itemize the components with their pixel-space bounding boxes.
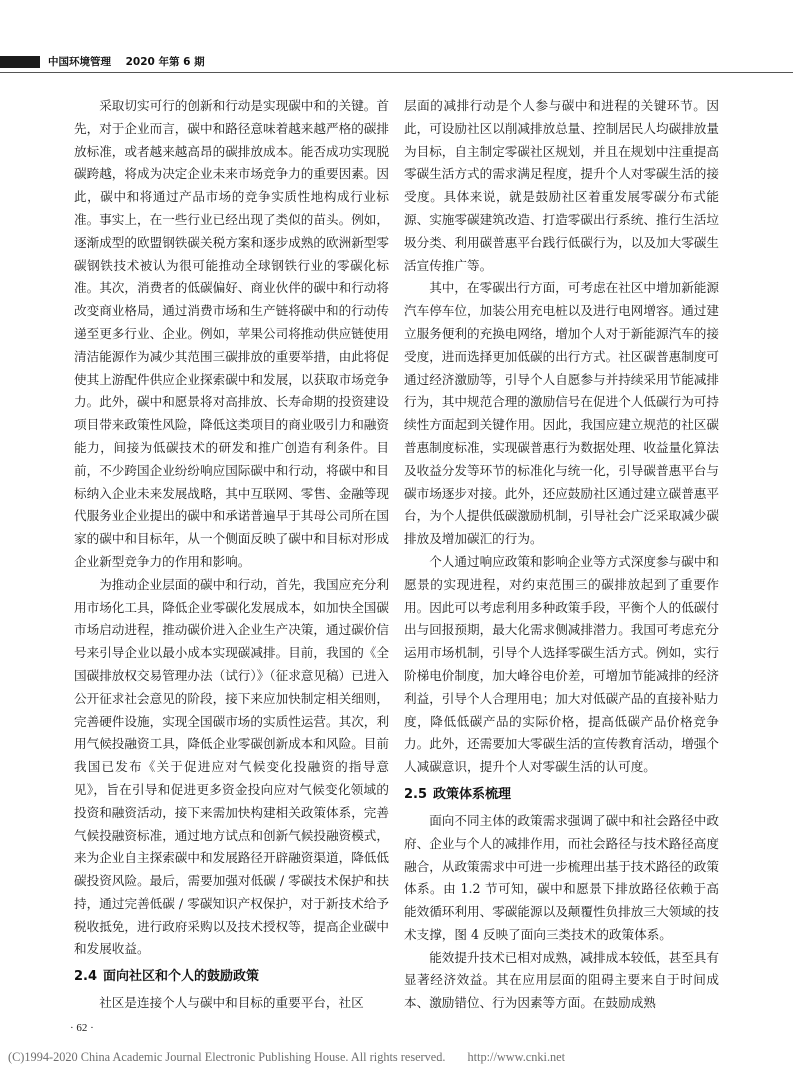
section-title: 政策体系梳理 <box>433 786 512 802</box>
left-column <box>74 95 389 1015</box>
paragraph: 能效提升技术已相对成熟，减排成本较低，甚至具有显著经济效益。其在应用层面的阻碍主要来自于时间成本、激励错位、行为因素等方面。在鼓励成熟 <box>404 949 719 1011</box>
section-number: 2.4 <box>74 969 98 985</box>
paragraph: 个人通过响应政策和影响企业等方式深度参与碳中和愿景的实现进程，对约束范围三的碳排放起到了重要作用。因此可以考虑利用多种政策手段，平衡个人的低碳付出与回报预期，最大化需求侧减排潜力。我国可考虑充分运用市场机制，引导个人选择零碳生活方式。例如，实行阶梯电价制度，加大峰谷电价差，可增加节能减排的经济利益，引导个人合理用电；加大对低碳产品的直接补贴力度，降低低碳产品的实际价格，提高低碳产品价格竞争力。此外，还需要加大零碳生活的宣传教育活动，增强个人减碳意识，提升个人对零碳生活的认可度。 <box>404 553 719 775</box>
issue-label: 2020 年第 6 期 <box>125 56 205 68</box>
journal-name: 中国环境管理 <box>48 56 111 68</box>
copyright-text: (C)1994-2020 China Academic Journal Electronic Publishing House. All rights reserved. <box>8 1050 446 1064</box>
section-title: 面向社区和个人的鼓励政策 <box>103 969 260 985</box>
copyright-line <box>8 1050 788 1065</box>
paragraph: 面向不同主体的政策需求强调了碳中和社会路径中政府、企业与个人的减排作用，而社会路径与技术路径高度融合，从政策需求中可进一步梳理出基于技术路径的政策体系。由 1.2 节可知，碳中和愿景下排放路径依赖于高能效循环利用、零碳能源以及颠覆性负排放三大领域的技术支撑，图 4 反映了面向三类技术的政策体系。 <box>404 812 719 942</box>
running-header <box>48 54 205 69</box>
paragraph: 社区是连接个人与碳中和目标的重要平台，社区 <box>99 995 364 1011</box>
section-heading-2-5 <box>404 784 719 806</box>
paragraph: 其中，在零碳出行方面，可考虑在社区中增加新能源汽车停车位，加装公用充电桩以及进行电网增容。通过建立服务便利的充换电网络，增加个人对于新能源汽车的接受度，进而选择更加低碳的出行方式。社区碳普惠制度可通过经济激励等，引导个人自愿参与并持续采用节能减排行为，其中规范合理的激励信号在促进个人低碳行为可持续性方面起到关键作用。因此，我国应建立规范的社区碳普惠制度标准，实现碳普惠行为数据处理、收益量化算法及收益分发等环节的标准化与统一化，引导碳普惠平台与碳市场逐步对接。此外，还应鼓励社区通过建立碳普惠平台，为个人提供低碳激励机制，引导社会广泛采取减少碳排放及增加碳汇的行为。 <box>404 280 719 547</box>
paragraph: 采取切实可行的创新和行动是实现碳中和的关键。首先，对于企业而言，碳中和路径意味着越来越严格的碳排放标准，或者越来越高昂的碳排放成本。能否成功实现脱碳跨越，将成为决定企业未来市场竞争力的重要因素。因此，碳中和将通过产品市场的竞争实质性地构成行业标准。事实上，在一些行业已经出现了类似的苗头。例如，逐渐成型的欧盟钢铁碳关税方案和逐步成熟的欧洲新型零碳钢铁技术被认为很可能推动全球钢铁行业的零碳化标准。其次，消费者的低碳偏好、商业伙伴的碳中和行动将改变商业格局，通过消费市场和生产链将碳中和的行动传递至更多行业、企业。例如，苹果公司将推动供应链使用清洁能源作为减少其范围三碳排放的重要举措，由此将促使其上游配件供应企业探索碳中和发展，以获取市场竞争力。此外，碳中和愿景将对高排放、长寿命期的投资建设项目带来政策性风险，降低这类项目的商业吸引力和融资能力，间接为低碳技术的研发和推广创造有利条件。目前，不少跨国企业纷纷响应国际碳中和行动，将碳中和目标纳入企业未来发展战略，其中互联网、零售、金融等现代服务业企业提出的碳中和承诺普遍早于其母公司所在国家的碳中和目标年，从一个侧面反映了碳中和目标对形成企业新型竞争力的作用和影响。 <box>74 98 389 569</box>
continued-paragraph: 层面的减排行动是个人参与碳中和进程的关键环节。因此，可设励社区以削减排放总量、控制居民人均碳排放量为目标，自主制定零碳社区规划，并且在规划中注重提高零碳生活方式的需求满足程度，提升个人对零碳生活的接受度。具体来说，就是鼓励社区着重发展零碳分布式能源、实施零碳建筑改造、打造零碳出行系统、推行生活垃圾分类、利用碳普惠平台践行低碳行为，以及加大零碳生活宣传推广等。 <box>404 98 719 273</box>
page-number: · 62 · <box>70 1022 94 1034</box>
copyright-url[interactable]: http://www.cnki.net <box>467 1050 566 1064</box>
header-rule <box>0 72 793 73</box>
header-accent-bar <box>0 56 40 68</box>
paragraph: 为推动企业层面的碳中和行动，首先，我国应充分利用市场化工具，降低企业零碳化发展成本，如加快全国碳市场启动进程，推动碳价进入企业生产决策，通过碳价信号来引导企业以最小成本实现碳减排。目前，我国的《全国碳排放权交易管理办法（试行）》（征求意见稿）已进入公开征求社会意见的阶段，接下来应加快制定相关细则，完善硬件设施，实现全国碳市场的实质性运营。其次，利用气候投融资工具，降低企业零碳创新成本和风险。目前我国已发布《关于促进应对气候变化投融资的指导意见》，旨在引导和促进更多资金投向应对气候变化领域的投资和融资活动，接下来需加快构建相关政策体系，完善气候投融资标准，通过地方试点和创新气候投融资模式，来为企业自主探索碳中和发展路径开辟融资渠道，降低低碳投资风险。最后，需要加强对低碳 / 零碳技术保护和扶持，通过完善低碳 / 零碳知识产权保护，对于新技术给予税收抵免，进行政府采购以及技术授权等，提高企业碳中和发展收益。 <box>74 576 389 957</box>
right-column <box>404 95 719 1015</box>
section-number: 2.5 <box>404 786 428 802</box>
section-heading-2-4 <box>74 966 389 988</box>
